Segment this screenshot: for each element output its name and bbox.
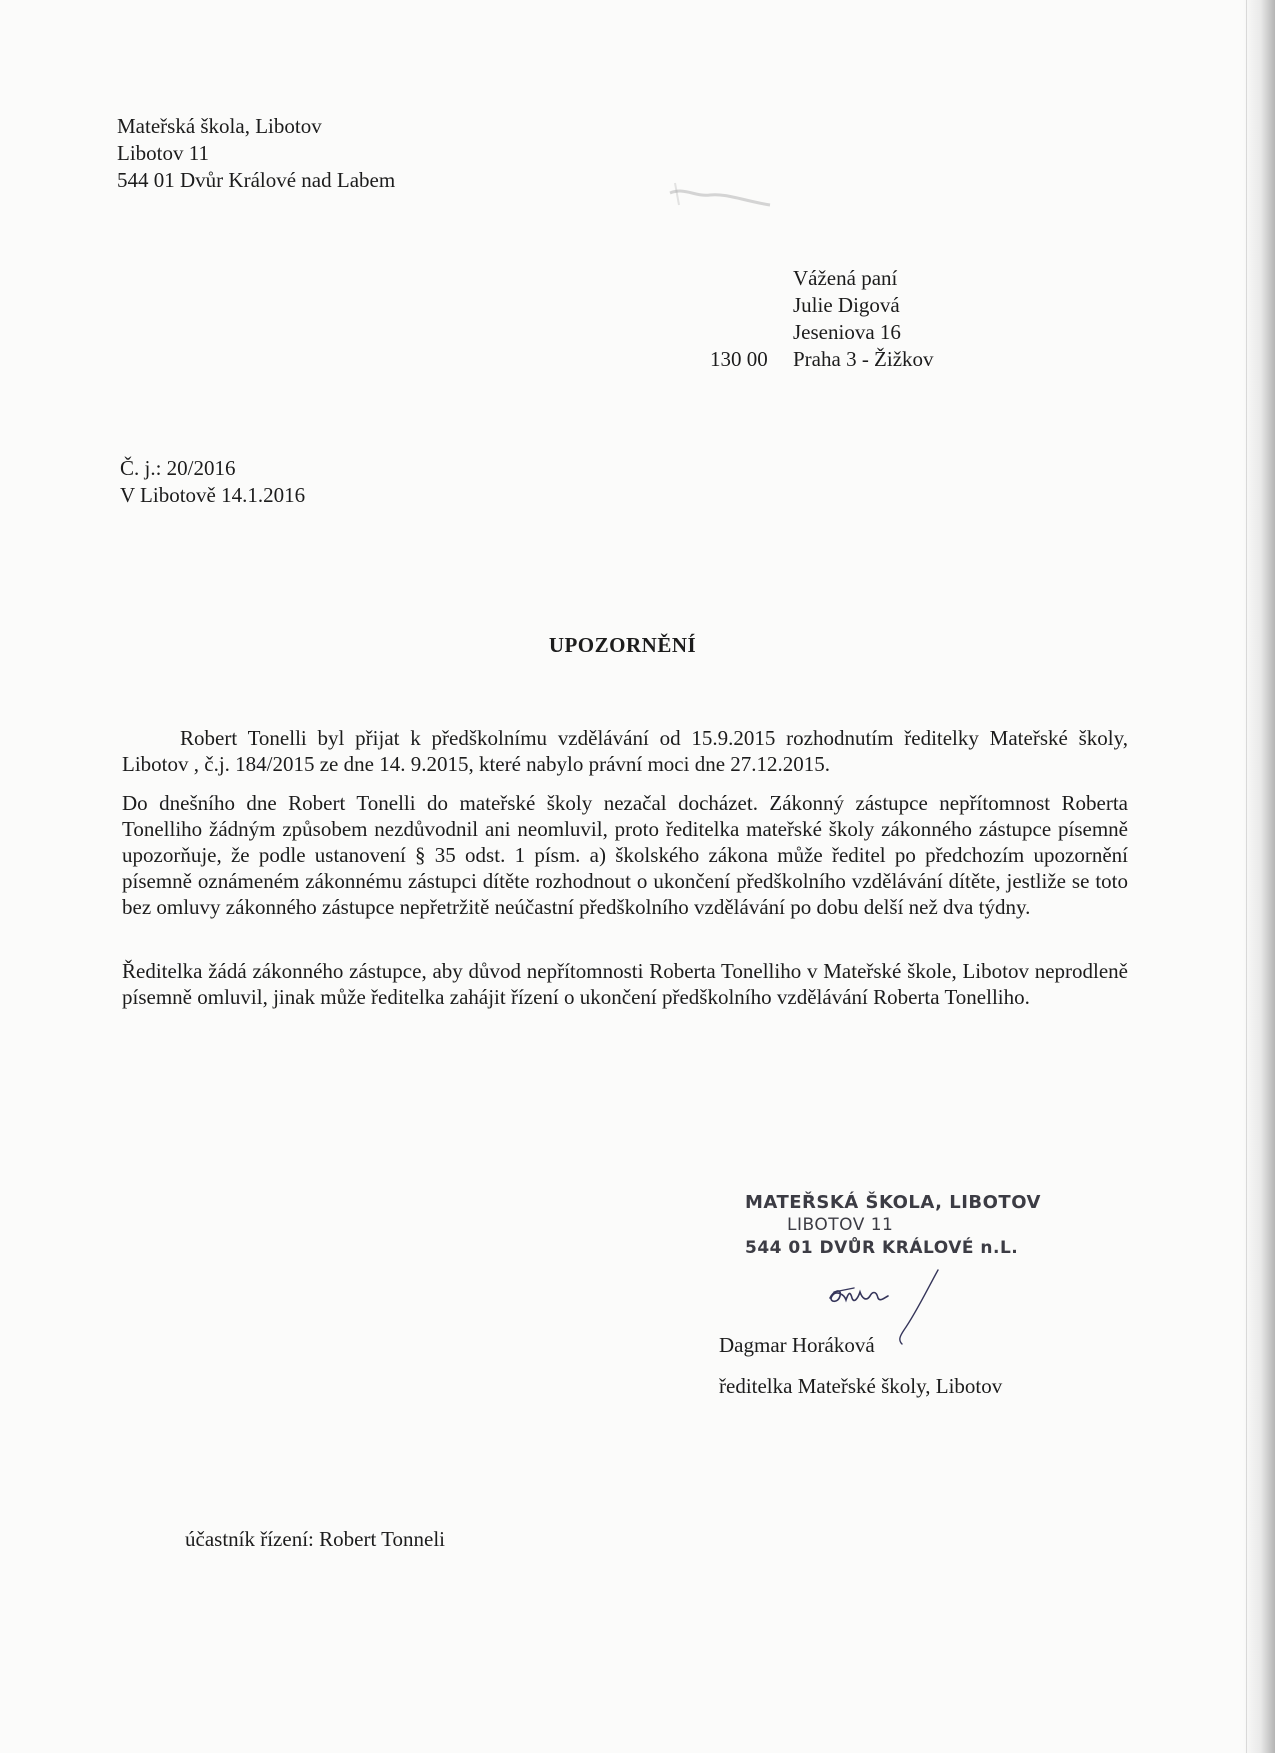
sender-name: Mateřská škola, Libotov <box>117 114 322 138</box>
sender-city: 544 01 Dvůr Králové nad Labem <box>117 168 396 192</box>
proceedings-participant: účastník řízení: Robert Tonneli <box>185 1527 445 1551</box>
stamp-line-3: 544 01 DVŮR KRÁLOVÉ n.L. <box>745 1238 1019 1258</box>
recipient-salutation: Vážená paní <box>793 266 898 290</box>
school-stamp <box>745 1190 1045 1261</box>
signer-role: ředitelka Mateřské školy, Libotov <box>719 1374 1003 1398</box>
reference-number: Č. j.: 20/2016 <box>120 456 236 480</box>
sender-street: Libotov 11 <box>117 141 209 165</box>
recipient-name: Julie Digová <box>793 293 900 317</box>
stamp-line-2: LIBOTOV 11 <box>787 1215 894 1235</box>
scan-smudge <box>665 175 775 215</box>
signer-name: Dagmar Horáková <box>719 1333 875 1357</box>
recipient-address <box>793 265 934 373</box>
scan-edge-shadow <box>1243 0 1275 1753</box>
sender-address <box>117 113 395 194</box>
place-date: V Libotově 14.1.2016 <box>120 483 306 507</box>
recipient-street: Jeseniova 16 <box>793 320 901 344</box>
signer-block <box>719 1325 1002 1407</box>
document-title: UPOZORNĚNÍ <box>548 633 697 657</box>
reference-block <box>120 455 305 509</box>
paragraph-warning: Do dnešního dne Robert Tonelli do mateřské školy nezačal docházet. Zákonný zástupce nepřítomnost Roberta Tonelliho žádným způsobem nezdůvodnil ani neomluvil, proto ředitelka mateřské školy zákonného zástupce písemně upozorňuje, že podle ustanovení § 35 odst. 1 písm. a) školského zákona může ředitel po předchozím upozornění písemně oznámeném zákonnému zástupci dítěte rozhodnout o ukončení předškolního vzdělávání dítěte, jestliže se toto bez omluvy zákonného zástupce nepřetržitě neúčastní předškolního vzdělávání po dobu delší než dva týdny. <box>122 791 1128 919</box>
recipient-postcode: 130 00 <box>710 347 768 371</box>
stamp-line-1: MATEŘSKÁ ŠKOLA, LIBOTOV <box>745 1192 1041 1213</box>
paragraph-admission: Robert Tonelli byl přijat k předškolnímu vzdělávání od 15.9.2015 rozhodnutím ředitelky Mateřské školy, Libotov , č.j. 184/2015 ze dne 14. 9.2015, které nabylo právní moci dne 27.12.2015. <box>122 726 1128 776</box>
paragraph-request: Ředitelka žádá zákonného zástupce, aby důvod nepřítomnosti Roberta Tonelliho v Mateřské škole, Libotov neprodleně písemně omluvil, jinak může ředitelka zahájit řízení o ukončení předškolního vzdělávání Roberta Tonelliho. <box>122 959 1128 1009</box>
recipient-city: Praha 3 - Žižkov <box>793 347 934 371</box>
